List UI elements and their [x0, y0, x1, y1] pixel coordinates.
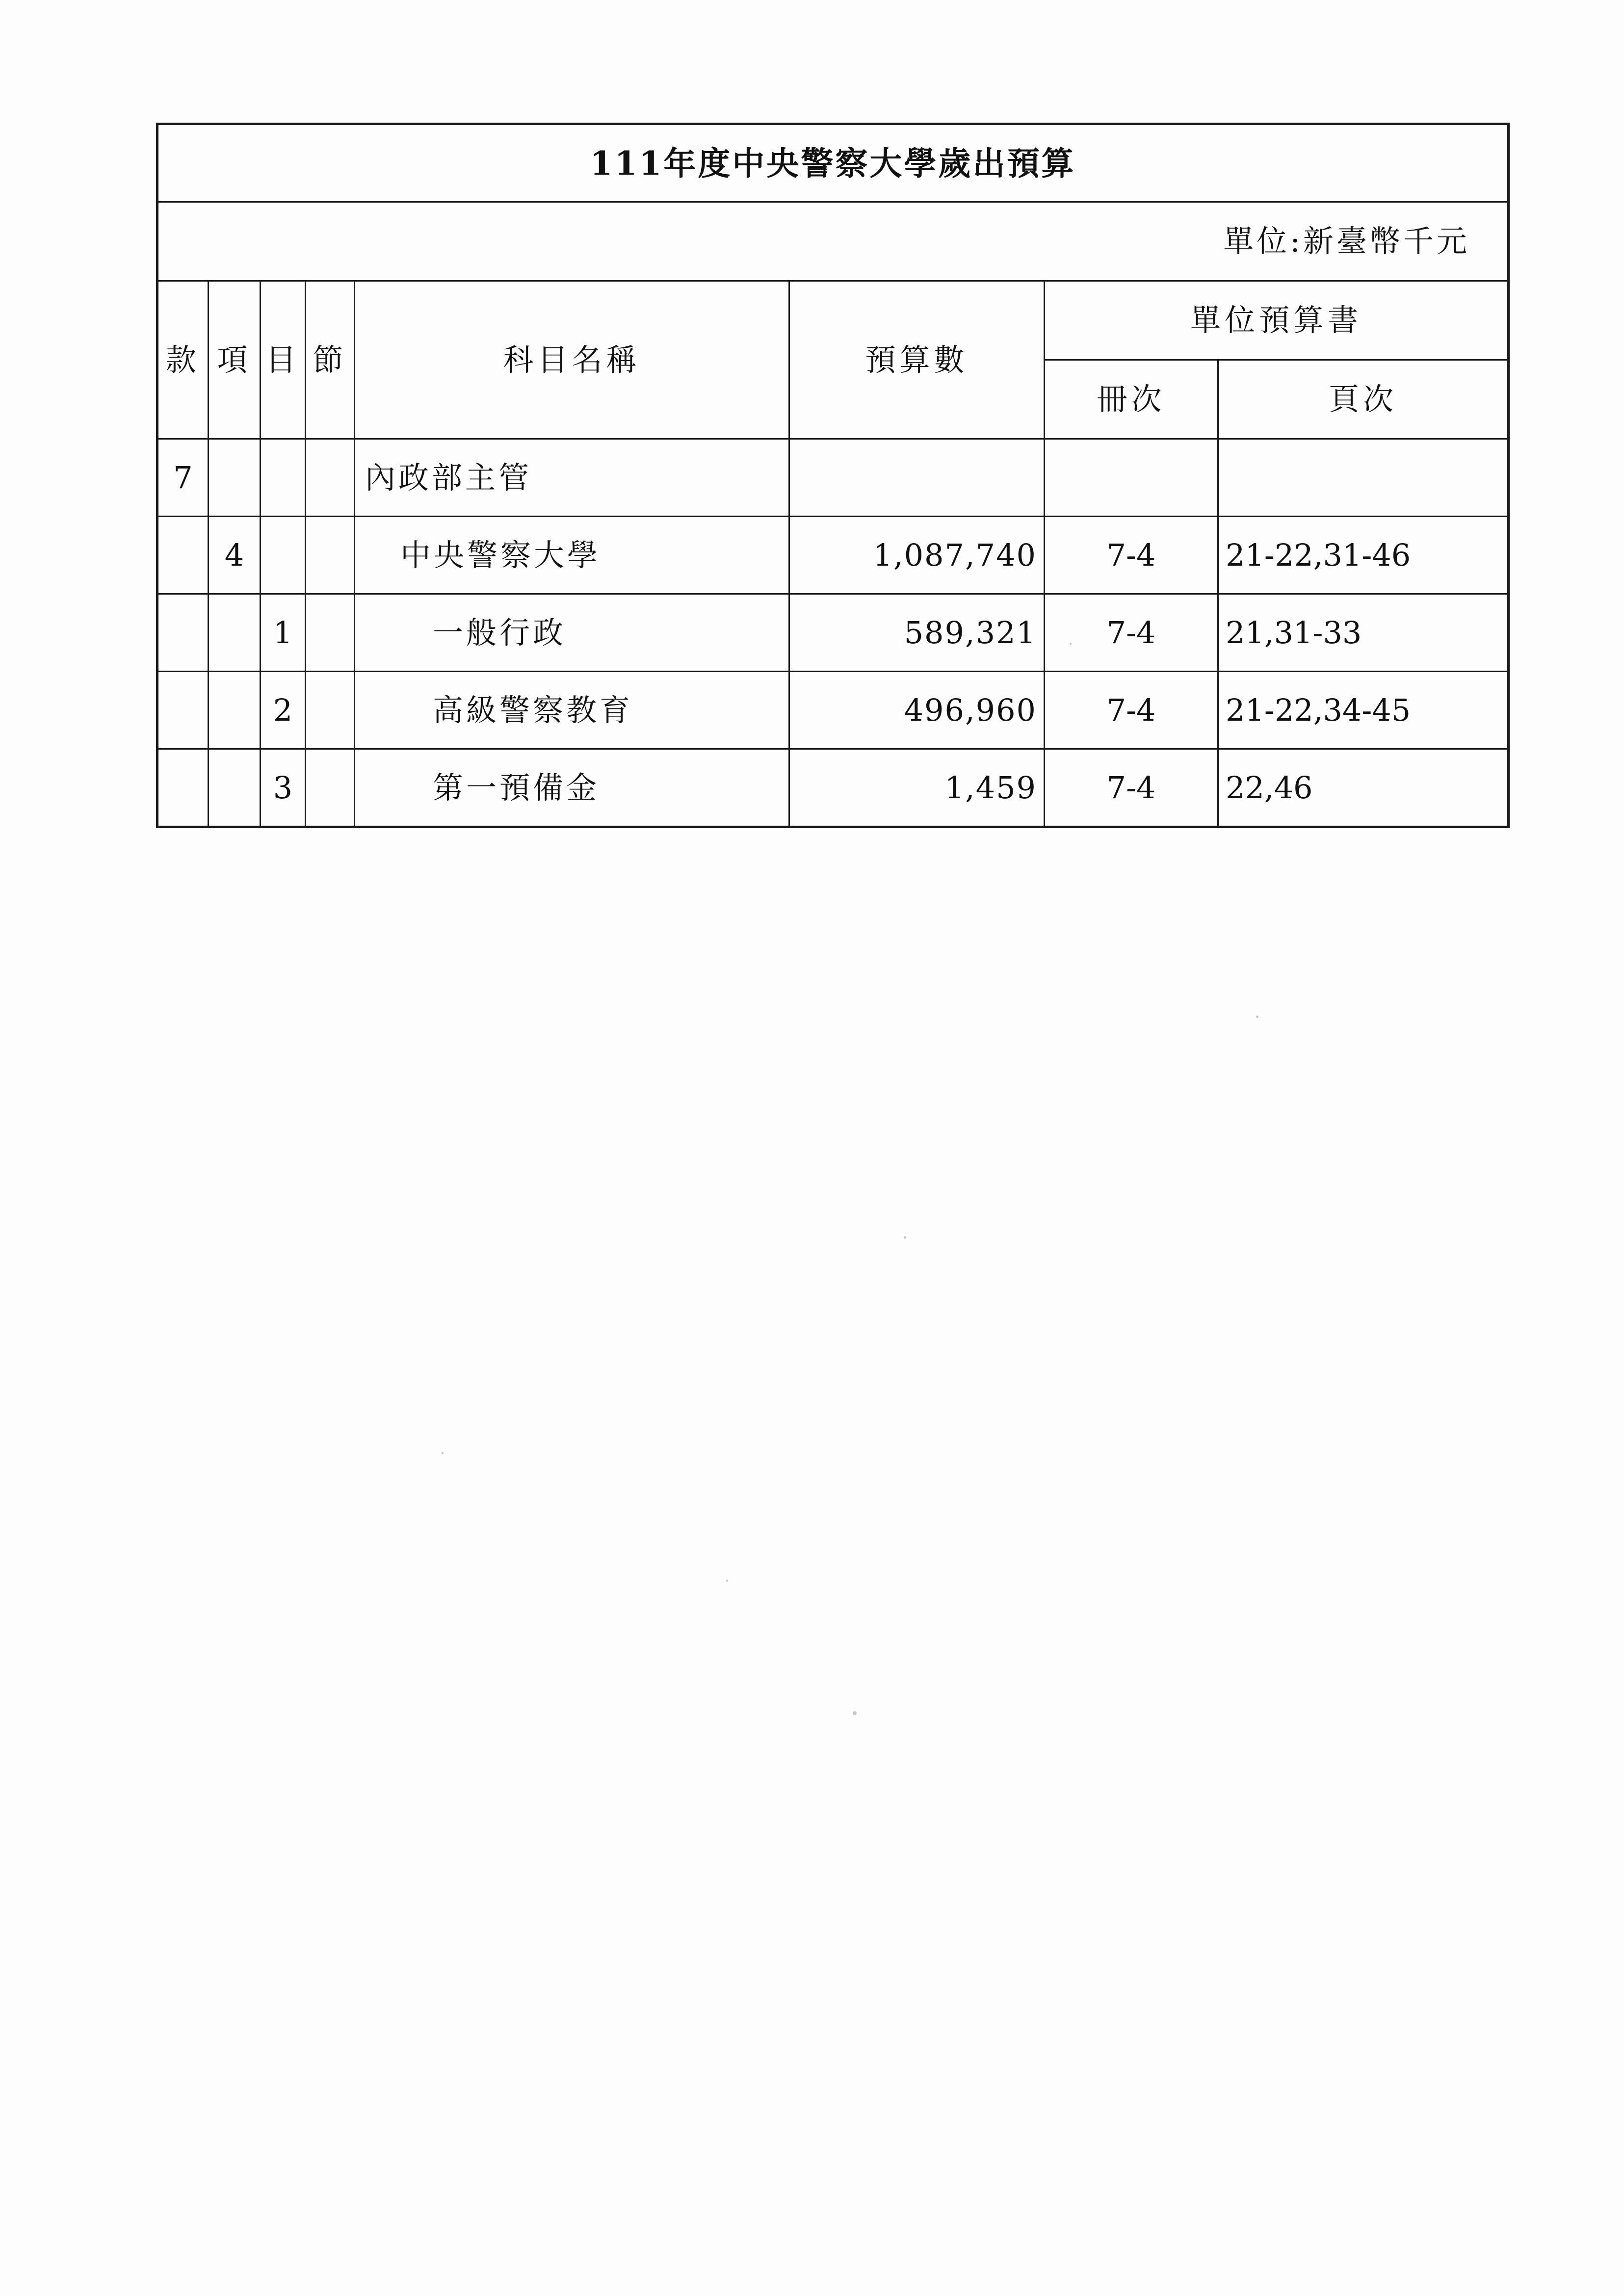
scan-speck: [1070, 643, 1072, 645]
table-row: [157, 749, 1509, 827]
cell-xiang: [209, 749, 261, 827]
cell-volume: 7-4: [1045, 517, 1218, 594]
cell-jie: [306, 672, 355, 749]
document-title: 111年度中央警察大學歲出預算: [157, 124, 1509, 202]
cell-volume: 7-4: [1045, 594, 1218, 672]
unit-label: 單位:新臺幣千元: [157, 202, 1509, 281]
scan-speck: [1256, 1016, 1258, 1018]
header-jie: 節: [306, 281, 355, 439]
cell-xiang: 4: [209, 517, 261, 594]
cell-amount: 589,321: [789, 594, 1045, 672]
scan-speck: [442, 1452, 444, 1454]
cell-jie: [306, 594, 355, 672]
cell-kuan: 7: [157, 439, 209, 517]
cell-amount: 496,960: [789, 672, 1045, 749]
cell-jie: [306, 517, 355, 594]
scan-speck: [853, 1711, 857, 1715]
header-kuan: 款: [157, 281, 209, 439]
cell-xiang: [209, 594, 261, 672]
cell-pages: 21,31-33: [1218, 594, 1509, 672]
cell-mu: 3: [261, 749, 306, 827]
header-row-1: [157, 281, 1509, 360]
header-pages: 頁次: [1218, 360, 1509, 439]
cell-mu: [261, 517, 306, 594]
cell-volume: [1045, 439, 1218, 517]
cell-amount: 1,087,740: [789, 517, 1045, 594]
cell-amount: 1,459: [789, 749, 1045, 827]
cell-kuan: [157, 672, 209, 749]
unit-row: [157, 202, 1509, 281]
cell-amount: [789, 439, 1045, 517]
cell-pages: [1218, 439, 1509, 517]
cell-xiang: [209, 439, 261, 517]
header-xiang: 項: [209, 281, 261, 439]
table-row: [157, 672, 1509, 749]
scan-speck: [904, 1236, 906, 1239]
cell-kuan: [157, 517, 209, 594]
cell-jie: [306, 439, 355, 517]
budget-table: [156, 123, 1510, 828]
scan-speck: [726, 1580, 728, 1582]
cell-pages: 21-22,31-46: [1218, 517, 1509, 594]
cell-subject-name: 一般行政: [355, 594, 789, 672]
cell-jie: [306, 749, 355, 827]
cell-xiang: [209, 672, 261, 749]
cell-kuan: [157, 749, 209, 827]
cell-volume: 7-4: [1045, 672, 1218, 749]
header-volume: 冊次: [1045, 360, 1218, 439]
header-budget-amount: 預算數: [789, 281, 1045, 439]
table-row: [157, 594, 1509, 672]
cell-kuan: [157, 594, 209, 672]
cell-pages: 21-22,34-45: [1218, 672, 1509, 749]
cell-mu: 1: [261, 594, 306, 672]
cell-subject-name: 中央警察大學: [355, 517, 789, 594]
cell-subject-name: 內政部主管: [355, 439, 789, 517]
table-row: [157, 439, 1509, 517]
cell-mu: [261, 439, 306, 517]
cell-subject-name: 第一預備金: [355, 749, 789, 827]
cell-subject-name: 高級警察教育: [355, 672, 789, 749]
cell-volume: 7-4: [1045, 749, 1218, 827]
title-row: [157, 124, 1509, 202]
header-unit-budget-book: 單位預算書: [1045, 281, 1509, 360]
header-mu: 目: [261, 281, 306, 439]
table-row: [157, 517, 1509, 594]
header-subject-name: 科目名稱: [355, 281, 789, 439]
cell-mu: 2: [261, 672, 306, 749]
cell-pages: 22,46: [1218, 749, 1509, 827]
